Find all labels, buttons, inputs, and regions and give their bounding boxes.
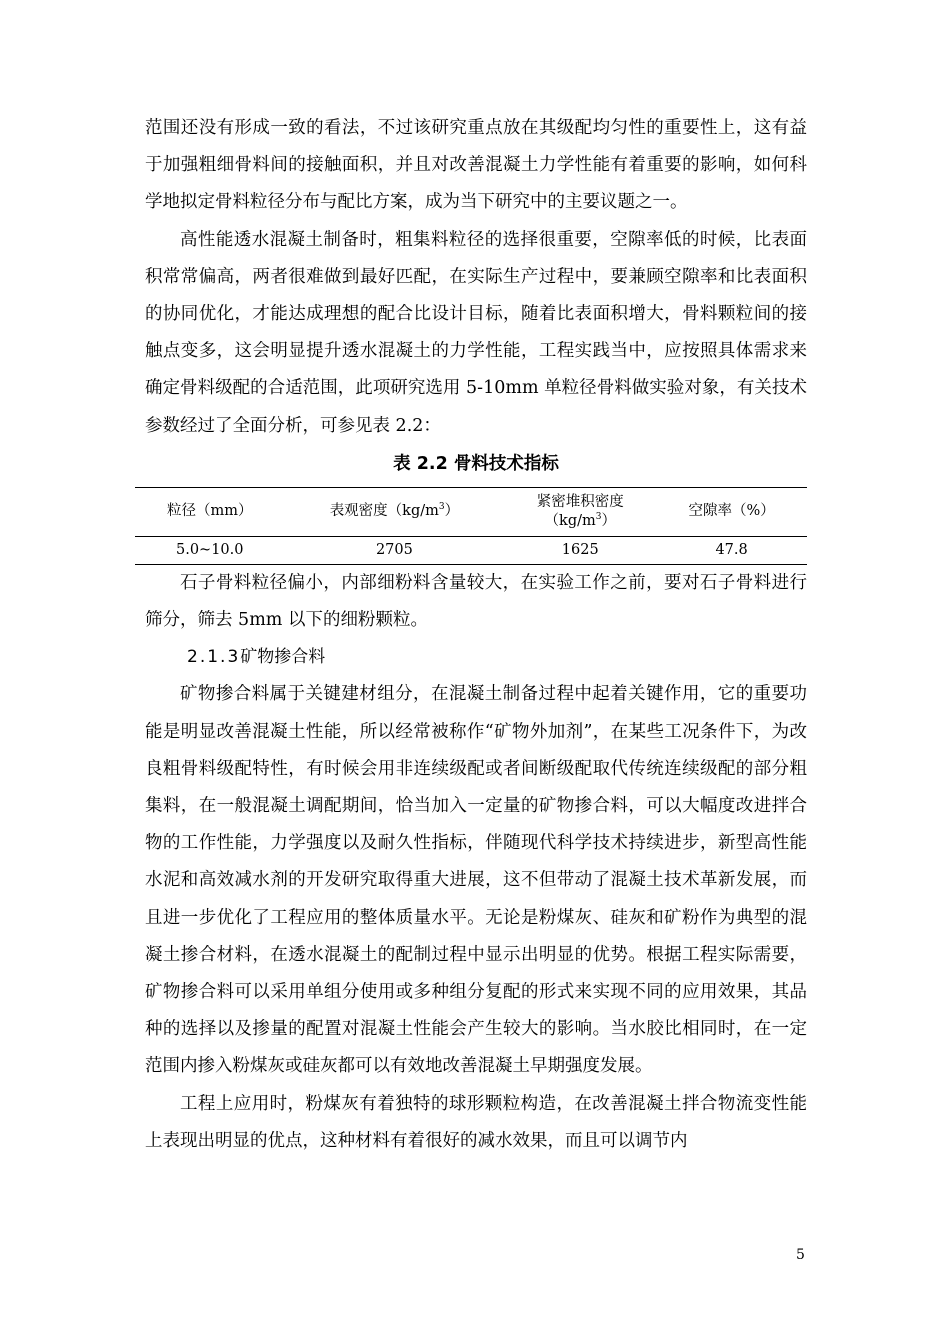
cell-packing-density: 1625 (561, 541, 599, 558)
header-packing-density: 紧密堆积密度 $(kg/m^3)$ (536, 493, 624, 529)
page-body (145, 110, 807, 1160)
header-void-ratio: 空隙率（%） (688, 503, 775, 520)
cell-apparent-density: 2705 (375, 541, 413, 558)
aggregate-specs-table (135, 487, 807, 565)
table-caption: 表 2.2 骨料技术指标 (393, 453, 559, 474)
header-apparent-density: 表观密度$(kg/m^3)$ (329, 502, 460, 520)
table-row (135, 536, 807, 564)
cell-void-ratio: 47.8 (715, 541, 748, 558)
paragraph-2: 高性能透水混凝土制备时，粗集料粒径的选择很重要，空隙率低的时候，比表面积常常偏高，两者很难做到最好匹配，在实际生产过程中，要兼顾空隙率和比表面积的协同优化，才能达成理想的配合比设计目标，随着比表面积增大，骨料颗粒间的接触点变多，这会明显提升透水混凝土的力学性能，工程实践当中，应按照具体需求来确定骨料级配的合适范围，此项研究选用 5-10mm 单粒径骨料做实验对象，有关技术参数经过了全面分析，可参见表 2.2： (145, 229, 807, 436)
header-particle-size: 粒径（mm） (167, 503, 253, 520)
paragraph-1: 范围还没有形成一致的看法，不过该研究重点放在其级配均匀性的重要性上，这有益于加强粗细骨料间的接触面积，并且对改善混凝土力学性能有着重要的影响，如何科学地拟定骨料粒径分布与配比方案，成为当下研究中的主要议题之一。 (145, 118, 807, 213)
page-number: 5 (796, 1247, 805, 1263)
paragraph-5: 工程上应用时，粉煤灰有着独特的球形颗粒构造，在改善混凝土拌合物流变性能上表现出明显的优点，这种材料有着很好的减水效果，而且可以调节内 (145, 1093, 807, 1151)
table-header-row (135, 487, 807, 536)
section-number: 2.1.3 (187, 647, 241, 668)
section-title: 矿物掺合料 (240, 647, 326, 668)
paragraph-3: 石子骨料粒径偏小，内部细粉料含量较大，在实验工作之前，要对石子骨料进行筛分，筛去 5mm 以下的细粉颗粒。 (145, 572, 807, 631)
section-heading (145, 639, 807, 676)
paragraph-4: 矿物掺合料属于关键建材组分，在混凝土制备过程中起着关键作用，它的重要功能是明显改善混凝土性能，所以经常被称作“矿物外加剂”，在某些工况条件下，为改良粗骨料级配特性，有时候会用非连续级配或者间断级配取代传统连续级配的部分粗集料，在一般混凝土调配期间，恰当加入一定量的矿物掺合料，可以大幅度改进拌合物的工作性能，力学强度以及耐久性指标，伴随现代科学技术持续进步，新型高性能水泥和高效减水剂的开发研究取得重大进展，这不但带动了混凝土技术革新发展，而且进一步优化了工程应用的整体质量水平。无论是粉煤灰、硅灰和矿粉作为典型的混凝土掺合材料，在透水混凝土的配制过程中显示出明显的优势。根据工程实际需要，矿物掺合料可以采用单组分使用或多种组分复配的形式来实现不同的应用效果，其品种的选择以及掺量的配置对混凝土性能会产生较大的影响。当水胶比相同时，在一定范围内掺入粉煤灰或硅灰都可以有效地改善混凝土早期强度发展。 (145, 684, 807, 1077)
cell-particle-size: 5.0~10.0 (176, 541, 244, 558)
